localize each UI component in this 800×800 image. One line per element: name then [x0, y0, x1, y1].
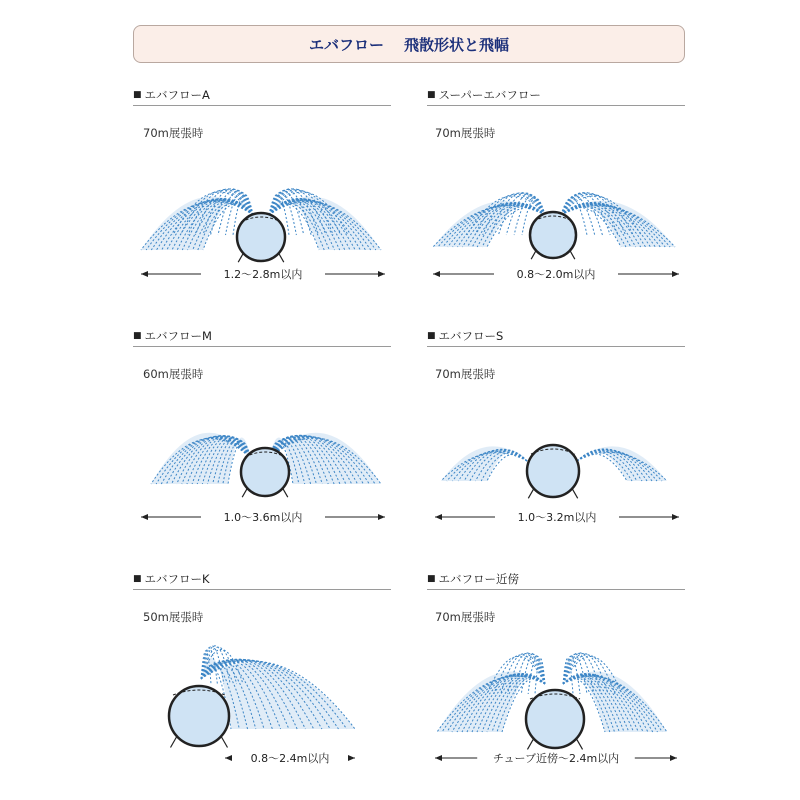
- tube-icon: [526, 690, 584, 749]
- arrow-right-icon: [670, 755, 677, 761]
- panel-name: エバフロー近傍: [438, 572, 520, 586]
- arrow-left-icon: [435, 514, 442, 520]
- panel-evaflow-m: [133, 326, 391, 536]
- spray-diagram: [427, 85, 685, 295]
- panel-name: スーパーエバフロー: [438, 88, 541, 102]
- panel-super-evaflow: [427, 85, 685, 295]
- tube-icon: [169, 686, 229, 748]
- black-square-icon: ■: [427, 90, 436, 100]
- page-title: [133, 25, 685, 63]
- panel-evaflow-k: [133, 569, 391, 779]
- arrow-right-icon: [672, 271, 679, 277]
- spray-fan: [141, 196, 253, 250]
- range-arrow: [433, 267, 679, 281]
- arrow-left-icon: [225, 755, 232, 761]
- tube-icon: [241, 448, 289, 497]
- pressure-label: 50m展張時: [143, 610, 204, 624]
- panel-evaflow-a: [133, 85, 391, 295]
- pressure-label: 70m展張時: [435, 126, 496, 140]
- pressure-label: 70m展張時: [435, 610, 496, 624]
- pressure-label: 70m展張時: [435, 367, 496, 381]
- range-arrow: [435, 510, 679, 524]
- range-label: 0.8〜2.0m以内: [516, 268, 596, 281]
- title-subject: 飛散形状と飛幅: [404, 35, 510, 54]
- panel-name: エバフローA: [144, 88, 210, 102]
- title-product: エバフロー: [308, 35, 384, 54]
- spray-diagram: [133, 326, 391, 536]
- black-square-icon: ■: [133, 574, 142, 584]
- range-arrow: [225, 751, 355, 765]
- pressure-label: 70m展張時: [143, 126, 204, 140]
- arrow-left-icon: [141, 271, 148, 277]
- panel-evaflow-s: [427, 326, 685, 536]
- arrow-right-icon: [672, 514, 679, 520]
- spray-fan: [151, 433, 251, 484]
- arrow-right-icon: [378, 514, 385, 520]
- black-square-icon: ■: [133, 331, 142, 341]
- black-square-icon: ■: [427, 331, 436, 341]
- black-square-icon: ■: [133, 90, 142, 100]
- arrow-left-icon: [435, 755, 442, 761]
- panel-name: エバフローS: [438, 329, 504, 343]
- panel-evaflow-near: [427, 569, 685, 779]
- spray-diagram: [427, 326, 685, 536]
- range-label: 1.0〜3.2m以内: [517, 511, 597, 524]
- arrow-right-icon: [378, 271, 385, 277]
- range-label: 1.2〜2.8m以内: [223, 268, 303, 281]
- range-arrow: [141, 510, 385, 524]
- range-arrow: [435, 751, 677, 765]
- spray-fan: [441, 446, 527, 481]
- spray-diagram: [133, 85, 391, 295]
- range-label: 1.0〜3.6m以内: [223, 511, 303, 524]
- panel-name: エバフローM: [144, 329, 212, 343]
- spray-fan: [269, 196, 381, 250]
- range-label: 0.8〜2.4m以内: [250, 752, 330, 765]
- spray-fan: [433, 201, 545, 247]
- arrow-right-icon: [348, 755, 355, 761]
- tube-icon: [530, 212, 576, 259]
- arrow-left-icon: [433, 271, 440, 277]
- spray-diagram: [133, 569, 391, 779]
- pressure-label: 60m展張時: [143, 367, 204, 381]
- spray-fan: [577, 446, 667, 481]
- range-arrow: [141, 267, 385, 281]
- black-square-icon: ■: [427, 574, 436, 584]
- tube-icon: [527, 445, 579, 498]
- arrow-left-icon: [141, 514, 148, 520]
- range-label: チューブ近傍〜2.4m以内: [492, 752, 620, 765]
- spray-fan: [561, 201, 675, 247]
- panel-name: エバフローK: [144, 572, 210, 586]
- spray-diagram: [427, 569, 685, 779]
- tube-icon: [237, 213, 285, 262]
